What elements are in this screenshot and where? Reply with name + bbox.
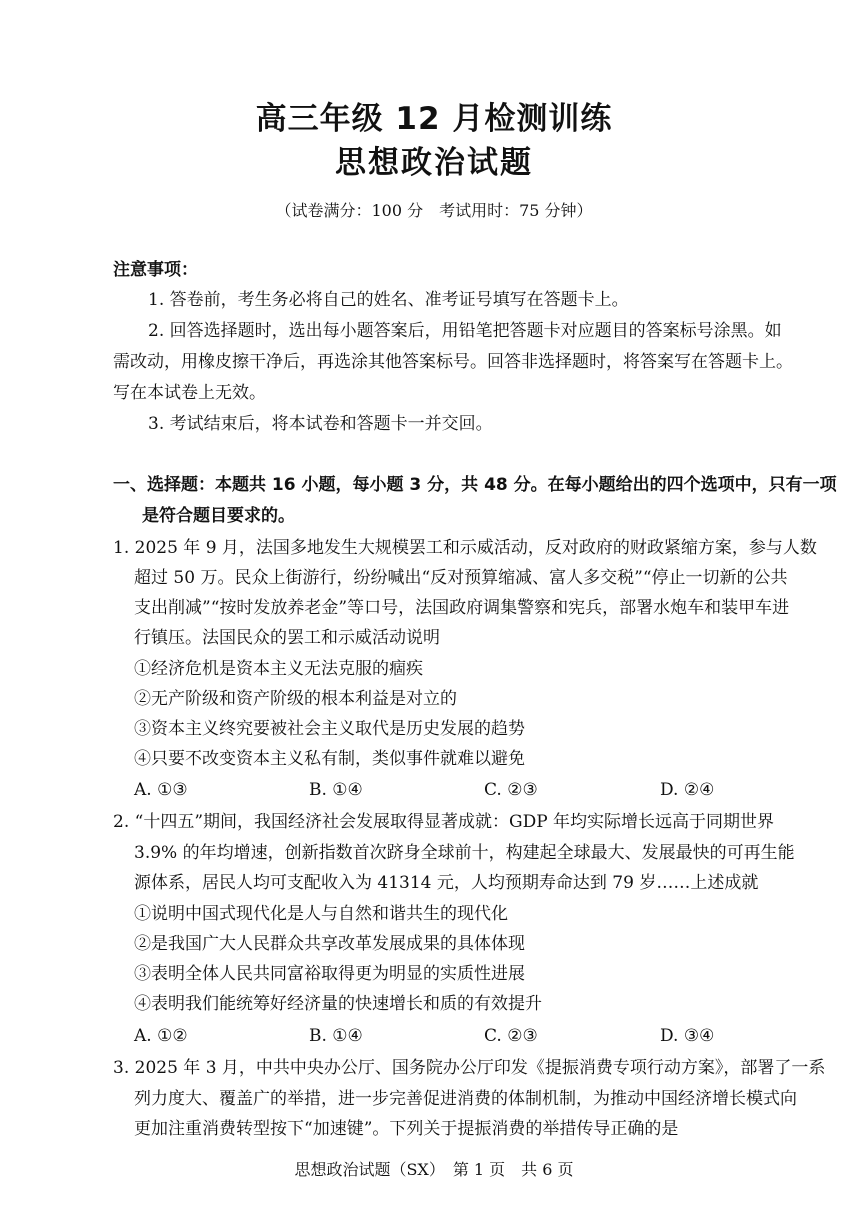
question-2-option-a: A. ①② (134, 1026, 188, 1046)
notice-line: 1. 答卷前，考生务必将自己的姓名、准考证号填写在答题卡上。 (148, 290, 629, 310)
question-1-option-a: A. ①③ (134, 780, 188, 800)
notice-line: 2. 回答选择题时，选出每小题答案后，用铅笔把答题卡对应题目的答案标号涂黑。如 (148, 321, 782, 341)
notice-line: 写在本试卷上无效。 (113, 383, 266, 403)
question-1-text: 支出削减”“按时发放养老金”等口号，法国政府调集警察和宪兵，部署水炮车和装甲车进 (134, 598, 790, 618)
question-1-text: 超过 50 万。民众上街游行，纷纷喊出“反对预算缩减、富人多交税”“停止一切新的公共 (134, 568, 788, 588)
question-2-option-d: D. ③④ (660, 1026, 715, 1046)
notice-heading: 注意事项： (113, 260, 198, 280)
question-1-statement: ②无产阶级和资产阶级的根本利益是对立的 (134, 689, 457, 709)
question-1-option-d: D. ②④ (660, 780, 715, 800)
section-heading: 一、选择题：本题共 16 小题，每小题 3 分，共 48 分。在每小题给出的四个选项中，只有一项 (113, 475, 837, 495)
question-2-statement: ③表明全体人民共同富裕取得更为明显的实质性进展 (134, 964, 525, 984)
question-2-statement: ④表明我们能统筹好经济量的快速增长和质的有效提升 (134, 994, 542, 1014)
question-2-text: 3.9% 的年均增速，创新指数首次跻身全球前十，构建起全球最大、发展最快的可再生能 (134, 843, 795, 863)
question-1-statement: ①经济危机是资本主义无法克服的痼疾 (134, 659, 423, 679)
question-2-statement: ②是我国广大人民群众共享改革发展成果的具体体现 (134, 934, 525, 954)
question-1-statement: ③资本主义终究要被社会主义取代是历史发展的趋势 (134, 719, 525, 739)
question-2-option-c: C. ②③ (484, 1026, 538, 1046)
question-2-text: 源体系，居民人均可支配收入为 41314 元，人均预期寿命达到 79 岁……上述成就 (134, 873, 759, 893)
question-1-text: 1. 2025 年 9 月，法国多地发生大规模罢工和示威活动，反对政府的财政紧缩方案，参与人数 (113, 538, 817, 558)
exam-info: （试卷满分：100 分 考试用时：75 分钟） (275, 201, 593, 220)
question-1-option-c: C. ②③ (484, 780, 538, 800)
question-1-statement: ④只要不改变资本主义私有制，类似事件就难以避免 (134, 749, 525, 769)
notice-line: 3. 考试结束后，将本试卷和答题卡一并交回。 (148, 414, 493, 434)
exam-subject-title: 思想政治试题 (335, 145, 533, 181)
question-1-text: 行镇压。法国民众的罢工和示威活动说明 (134, 628, 440, 648)
section-heading-cont: 是符合题目要求的。 (142, 506, 295, 526)
question-2-text: 2. “十四五”期间，我国经济社会发展取得显著成就：GDP 年均实际增长远高于同期世界 (113, 812, 775, 832)
question-1-option-b: B. ①④ (309, 780, 363, 800)
question-3-text: 列力度大、覆盖广的举措，进一步完善促进消费的体制机制，为推动中国经济增长模式向 (134, 1089, 797, 1109)
notice-line: 需改动，用橡皮擦干净后，再选涂其他答案标号。回答非选择题时，将答案写在答题卡上。 (113, 352, 793, 372)
question-3-text: 更加注重消费转型按下“加速键”。下列关于提振消费的举措传导正确的是 (134, 1119, 679, 1139)
page-footer: 思想政治试题（SX） 第 1 页 共 6 页 (294, 1160, 574, 1179)
question-2-option-b: B. ①④ (309, 1026, 363, 1046)
question-2-statement: ①说明中国式现代化是人与自然和谐共生的现代化 (134, 904, 508, 924)
question-3-text: 3. 2025 年 3 月，中共中央办公厅、国务院办公厅印发《提振消费专项行动方案》，部署了一系 (113, 1058, 826, 1078)
exam-title: 高三年级 12 月检测训练 (255, 101, 613, 137)
